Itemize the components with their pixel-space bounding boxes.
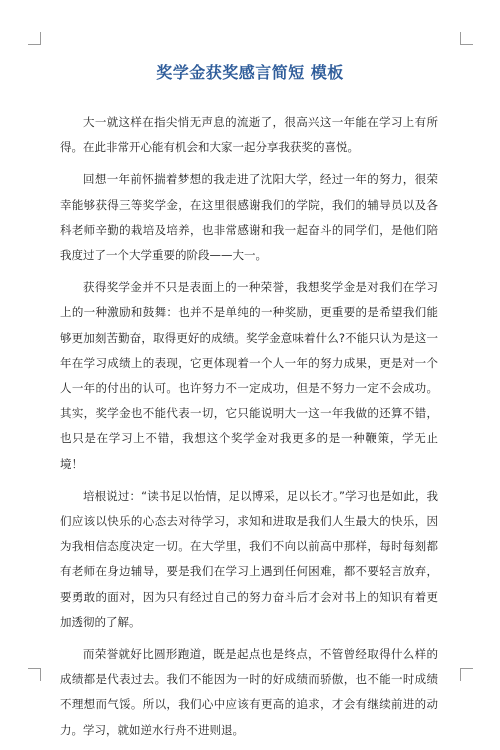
paragraph-2: 回想一年前怀揣着梦想的我走进了沈阳大学，经过一年的努力，很荣幸能够获得三等奖学金，在这里很感谢我们的学院，我们的辅导员以及各科老师辛勤的栽培及培养，也非常感谢和我一起奋斗的同学们，是他们陪我度过了一个大学重要的阶段——大一。 xyxy=(60,172,438,263)
document-title: 奖学金获奖感言简短 模板 xyxy=(156,63,344,82)
crop-mark-top-right xyxy=(460,32,473,45)
paragraph-1: 大一就这样在指尖悄无声息的流逝了，很高兴这一年能在学习上有所得。在此非常开心能有机会和大家一起分享我获奖的喜悦。 xyxy=(60,115,438,155)
paragraph-5: 而荣誉就好比圆形跑道，既是起点也是终点，不管曾经取得什么样的成绩都是代表过去。我们不能因为一时的好成绩而骄傲，也不能一时成绩不理想而气馁。所以，我们心中应该有更高的追求，才会有继续前进的动力。学习，就如逆水行舟不进则退。 xyxy=(60,647,438,737)
paragraph-4: 培根说过：“读书足以怡情，足以博采，足以长才。”学习也是如此，我们应该以快乐的心态去对待学习，求知和进取是我们人生最大的快乐，因为我相信态度决定一切。在大学里，我们不向以前高中那样，每时每刻都有老师在身边辅导，要是我们在学习上遇到任何困难，都不要轻言放弃，要勇敢的面对，因为只有经过自己的努力奋斗后才会对书上的知识有着更加透彻的了解。 xyxy=(60,488,438,629)
crop-mark-bottom-right xyxy=(460,668,473,681)
crop-mark-top-left xyxy=(28,32,41,45)
document-body xyxy=(60,110,438,750)
crop-mark-bottom-left xyxy=(28,668,41,681)
paragraph-3: 获得奖学金并不只是表面上的一种荣誉，我想奖学金是对我们在学习上的一种激励和鼓舞：也并不是单纯的一种奖励，更重要的是希望我们能够更加刻苦勤奋，取得更好的成绩。奖学金意味着什么?不能只认为是这一年在学习成绩上的表现，它更体现着一个人一年的努力成果，更是对一个人一年的付出的认可。也许努力不一定成功，但是不努力一定不会成功。其实，奖学金也不能代表一切，它只能说明大一这一年我做的还算不错，也只是在学习上不错，我想这个奖学金对我更多的是一种鞭策，学无止境！ xyxy=(60,280,438,471)
